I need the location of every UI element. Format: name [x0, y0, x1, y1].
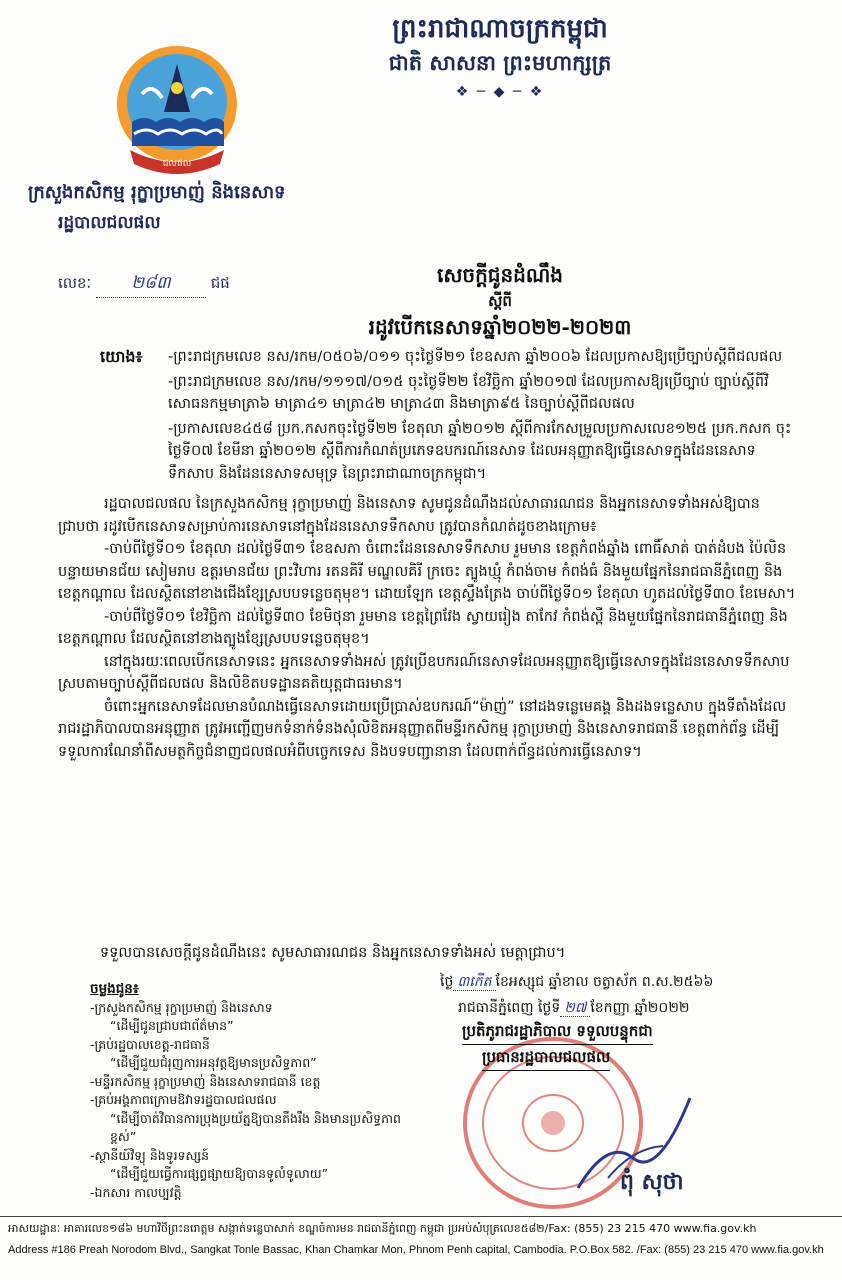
logo-banner-text: ជលផល	[162, 159, 192, 169]
document-title: សេចក្តីជូនដំណឹង	[437, 263, 563, 287]
signatory-position: ប្រធានរដ្ឋបាលជលផល	[482, 1048, 610, 1071]
document-subtitle-about: ស្តីពី	[488, 292, 512, 310]
period-paragraph: -ចាប់ពីថ្ងៃទី០១ ខែតុលា ដល់ថ្ងៃទី៣១ ខែឧសភា ចំពោះដែននេសាទទឹកសាប រួមមាន ខេត្តកំពង់ឆ្នាំង ពោធិ៍សាត់ បាត់ដំបង ប៉ៃលិន បន្ទាយមានជ័យ សៀមរាប ឧត្តរមានជ័យ ព្រះវិហារ រតនគិរី មណ្ឌលគិរី ក្រចេះ ត្បូងឃ្មុំ កំពង់ចាម កំពង់ធំ និងមួយផ្នែកនៃរាជធានីភ្នំពេញ និងខេត្តកណ្តាល ដែលស្ថិតនៅខាងជើងខ្សែស្របបទន្លេចតុមុខ។ ដោយឡែក ខេត្តស្ទឹងត្រែង ចាប់ពីថ្ងៃទី០១ ខែតុលា ហូតដល់ថ្ងៃទី៣០ ខែមេសា។	[58, 541, 796, 602]
rule-paragraph: ចំពោះអ្នកនេសាទដែលមានបំណងធ្វើនេសាទដោយប្រើប្រាស់ឧបករណ៍“ម៉ាញ់” នៅដងទន្លេមេគង្គ និងដងទន្លេសាប ក្នុងទីតាំងដែលរាជរដ្ឋាភិបាលបានអនុញ្ញាត ត្រូវអញ្ជើញមកទំនាក់ទំនងសុំលិខិតអនុញ្ញាតពីមន្ទីរកសិកម្ម រុក្ខាប្រមាញ់ និងនេសាទរាជធានី ខេត្តពាក់ព័ន្ធ ដើម្បីទទួលការណែនាំពីសមត្ថកិច្ចជំនាញជលផលអំពីបច្ចេកទេស និងបទបញ្ជានានា ដែលពាក់ព័ន្ធដល់ការធ្វើនេសាទ។	[58, 698, 787, 760]
reference-suffix: ជផ	[210, 274, 230, 292]
references-label: យោង៖	[100, 347, 143, 366]
reference-number	[58, 272, 230, 298]
signatory-title: ប្រតិភូរាជរដ្ឋាភិបាល ទទួលបន្ទុកជា	[462, 1022, 653, 1045]
footer-address-khmer: អាសយដ្ឋានៈ អាគារលេខ១៨៦ មហាវិថីព្រះនរោត្តម សង្កាត់ទន្លេបាសាក់ ខណ្ឌចំការមន រាជធានីភ្នំពេញ កម្ពុជា ប្រអប់សំបុត្រលេខ៥៨២/Fax: (855) 23 215 470 www.fia.gov.kh	[8, 1222, 757, 1235]
document-subject: រដូវបើកនេសាទឆ្នាំ២០២២-២០២៣	[368, 315, 632, 339]
cc-item: -គ្រប់អង្គភាពក្រោមឱវាទរដ្ឋបាលជលផល	[90, 1092, 277, 1107]
reference-label: លេខៈ	[58, 274, 92, 292]
cc-item: -គ្រប់រដ្ឋបាលខេត្ត-រាជធានី	[90, 1036, 210, 1052]
closing-sentence: ទទួលបានសេចក្តីជូនដំណឹងនេះ សូមសាធារណជន និងអ្នកនេសាទទាំងអស់ មេត្តាជ្រាប។	[100, 945, 566, 961]
cc-heading: ចម្លងជូន៖	[90, 981, 139, 997]
handwritten-lunar-day: ៣កើត	[453, 974, 495, 991]
carbon-copy-list	[90, 980, 420, 1202]
cc-item: -មន្ទីរកសិកម្ម រុក្ខាប្រមាញ់ និងនេសាទរាជធានី ខេត្ត	[90, 1073, 321, 1089]
signatory-name: ពុំ សុថា	[620, 1169, 684, 1195]
footer-divider	[0, 1216, 842, 1217]
reference-item: -ព្រះរាជក្រមលេខ នស/រកម/១១១៧/០១៥ ចុះថ្ងៃទី២២ ខែវិច្ឆិកា ឆ្នាំ២០១៧ ដែលប្រកាសឱ្យប្រើច្បាប់ ច្បាប់ស្តីពីវិសោធនកម្មមាត្រា៦ មាត្រា៤១ មាត្រា៤២ មាត្រា៤៣ និងមាត្រា៩៥ នៃច្បាប់ស្តីពីជលផល	[168, 373, 769, 412]
reference-item: យោង៖ -ព្រះរាជក្រមលេខ នស/រកម/០៥០៦/០១១ ចុះថ្ងៃទី២១ ខែឧសភា ឆ្នាំ២០០៦ ដែលប្រកាសឱ្យប្រើច្បាប់ស្តីពីជលផល	[58, 346, 798, 369]
ornament-divider: ❖ ─ ◆ ─ ❖	[455, 84, 545, 100]
footer-address-english: Address #186 Preah Norodom Blvd., Sangkat Tonle Bassac, Khan Chamkar Mon, Phnom Penh capital, Cambodia. P.O.Box 582. /Fax: (855) 23 215 470 www.fia.gov.kh	[8, 1244, 824, 1256]
handwritten-solar-day: ២៧	[560, 1000, 590, 1017]
ministry-name: ក្រសួងកសិកម្ម រុក្ខាប្រមាញ់ និងនេសាទ	[28, 182, 286, 203]
national-motto: ជាតិ សាសនា ព្រះមហាក្សត្រ	[388, 50, 612, 75]
reference-handwritten-number: ២៨៣	[96, 272, 206, 298]
solar-date: រាជធានីភ្នំពេញ ថ្ងៃទី ២៧ ខែកញ្ញា ឆ្នាំ២០២២	[458, 1000, 690, 1016]
lunar-date: ថ្ងៃ ៣កើត ខែអស្សុជ ឆ្នាំខាល ចត្វាស័ក ព.ស.២៥៦៦	[440, 974, 714, 990]
kingdom-heading: ព្រះរាជាណាចក្រកម្ពុជា	[392, 14, 608, 44]
cc-note: “ដើម្បីជួយជំរុញការអនុវត្តឱ្យមានប្រសិទ្ធភាព”	[110, 1055, 317, 1070]
cc-note: “ដើម្បីជូនជ្រាបជាព័ត៌មាន”	[110, 1018, 234, 1033]
cc-item: -ក្រសួងកសិកម្ម រុក្ខាប្រមាញ់ និងនេសាទ	[90, 999, 273, 1015]
administration-name: រដ្ឋបាលជលផល	[58, 213, 161, 233]
cc-item: -ស្ថានីយ៍វិទ្យុ និងទូរទស្សន៍	[90, 1147, 210, 1163]
fisheries-logo	[112, 42, 242, 182]
rule-paragraph: នៅក្នុងរយៈពេលបើកនេសាទនេះ អ្នកនេសាទទាំងអស់ ត្រូវប្រើឧបករណ៍នេសាទដែលអនុញ្ញាតឱ្យធ្វើនេសាទក្នុងដែននេសាទទឹកសាប ស្របតាមច្បាប់ស្តីពីជលផល និងលិខិតបទដ្ឋានគតិយុត្តជាធរមាន។	[58, 653, 790, 692]
cc-item: -ឯកសារ កាលប្បវត្តិ	[90, 1184, 182, 1200]
reference-item: -ប្រកាសលេខ៤៥៨ ប្រក.កសកចុះថ្ងៃទី២២ ខែតុលា ឆ្នាំ២០១២ ស្តីពីការកែសម្រួលប្រកាសលេខ១២៥ ប្រក.កសក ចុះថ្ងៃទី០៧ ខែមីនា ឆ្នាំ២០១២ ស្តីពីការកំណត់ប្រភេទឧបករណ៍នេសាទ ដែលអនុញ្ញាតឱ្យធ្វើនេសាទក្នុងដែននេសាទទឹកសាប និងដែននេសាទសមុទ្រ នៃព្រះរាជាណាចក្រកម្ពុជា។	[168, 420, 792, 482]
document-body	[58, 346, 798, 763]
period-paragraph: -ចាប់ពីថ្ងៃទី០១ ខែវិច្ឆិកា ដល់ថ្ងៃទី៣០ ខែមិថុនា រួមមាន ខេត្តព្រៃវែង ស្វាយរៀង តាកែវ កំពង់ស្ពឺ និងមួយផ្នែកនៃរាជធានីភ្នំពេញ និងខេត្តកណ្តាល ដែលស្ថិតនៅខាងត្បូងខ្សែស្របបទន្លេចតុមុខ។	[58, 608, 788, 647]
cc-note: “ដើម្បីជួយធ្វើការផ្សព្វផ្សាយឱ្យបានទូលំទូលាយ”	[110, 1166, 329, 1181]
cc-note: “ដើម្បីចាត់វិធានការប្រុងប្រយ័ត្នឱ្យបានតឹងរឹង និងមានប្រសិទ្ធភាពខ្ពស់”	[110, 1110, 401, 1144]
intro-paragraph: រដ្ឋបាលជលផល នៃក្រសួងកសិកម្ម រុក្ខាប្រមាញ់ និងនេសាទ សូមជូនដំណឹងដល់សាធារណជន និងអ្នកនេសាទទាំងអស់ឱ្យបានជ្រាបថា រដូវបើកនេសាទសម្រាប់ការនេសាទនៅក្នុងដែននេសាទទឹកសាប ត្រូវបានកំណត់ដូចខាងក្រោម៖	[58, 496, 760, 535]
